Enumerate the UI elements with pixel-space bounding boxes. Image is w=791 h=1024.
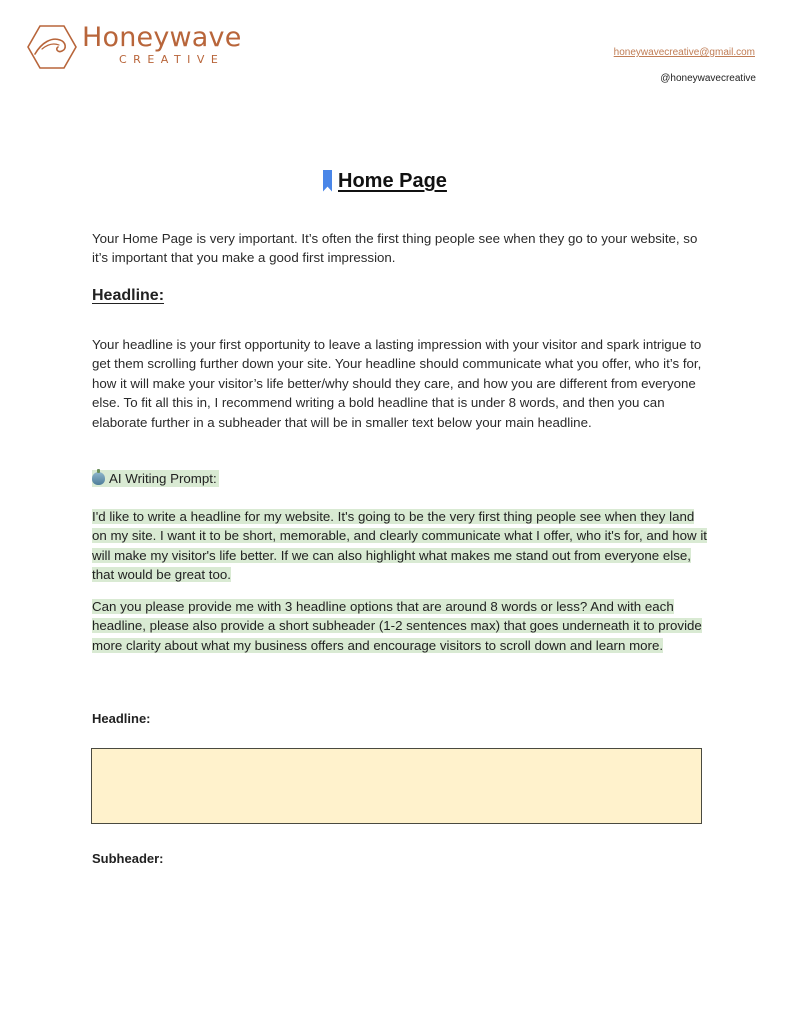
- ai-prompt-paragraph-2[interactable]: [92, 597, 712, 655]
- page-title: Home Page: [338, 170, 447, 192]
- brand-subtitle: CREATIVE: [119, 53, 225, 66]
- ai-prompt-text-2: Can you please provide me with 3 headline options that are around 8 words or less? And with each headline, please also provide a short subheader (1-2 sentences max) that goes underneath it to provide more clarity about what my business offers and encourage visitors to scroll down and learn more.: [92, 599, 702, 653]
- crystal-ball-icon: [92, 472, 105, 485]
- bookmark-icon: [323, 170, 332, 192]
- headline-field-label: Headline:: [92, 711, 151, 726]
- brand-logo: [26, 24, 242, 70]
- headline-explanation: Your headline is your first opportunity to leave a lasting impression with your visitor and spark intrigue to get them scrolling further down your site. Your headline should communicate what you offer, who it’s for, how it will make your visitor’s life better/why should they care, and how you are different from everyone else. To fit all this in, I recommend writing a bold headline that is under 8 words, and then you can elaborate further in a subheader that will be in smaller text below your main headline.: [92, 337, 702, 430]
- brand-name: Honeywave: [82, 22, 242, 53]
- subheader-field-label: Subheader:: [92, 851, 164, 866]
- headline-input-box[interactable]: [91, 748, 702, 824]
- ai-prompt-label: [92, 470, 219, 487]
- intro-paragraph: Your Home Page is very important. It’s often the first thing people see when they go to your website, so it’s important that you make a good first impression.: [92, 231, 698, 266]
- page-title-block: [323, 170, 447, 193]
- ai-prompt-label-text: AI Writing Prompt:: [109, 471, 217, 486]
- ai-prompt-text-1: I'd like to write a headline for my website. It's going to be the very first thing people see when they land on my site. I want it to be short, memorable, and clearly communicate what I offer, who it's for, and how it will make my visitor's life better. If we can also highlight what makes me stand out from everyone else, that would be great too.: [92, 509, 707, 583]
- ai-prompt-paragraph-1[interactable]: [92, 507, 712, 585]
- contact-email-link[interactable]: honeywavecreative@gmail.com: [613, 47, 755, 58]
- hexagon-wave-icon: [26, 24, 78, 70]
- section-heading-headline: Headline:: [92, 287, 165, 304]
- social-handle: @honeywavecreative: [660, 73, 756, 84]
